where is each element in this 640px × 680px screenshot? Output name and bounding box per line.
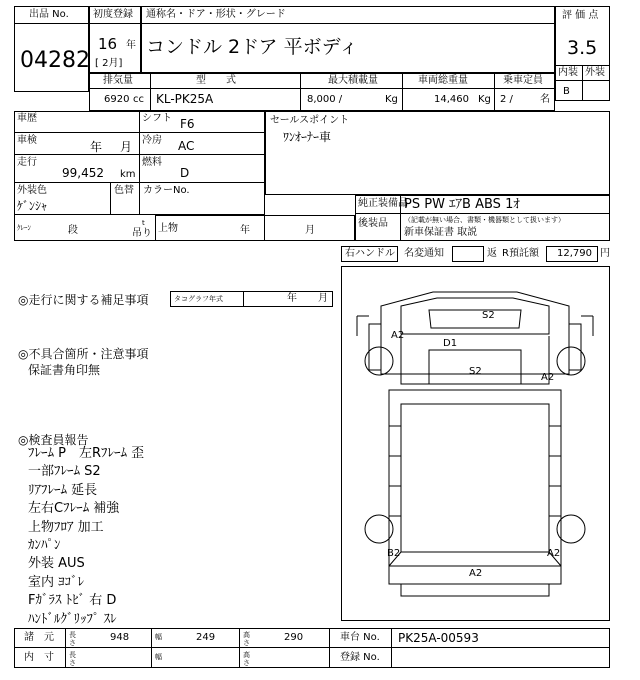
crane-t-unit: t [142,219,145,227]
diagram-mark: S2 [469,366,482,377]
width-label: 幅 [155,633,162,641]
inspector-line: 外装 AUS [28,556,85,572]
displacement-value: 6920 [104,94,130,105]
return-glyph: 返 [487,248,497,259]
deposit-unit: 円 [600,248,610,259]
deposit-value: 12,790 [557,248,592,259]
fuel-label: 燃料 [142,157,162,168]
tacho-divider [243,291,244,307]
tacho-year-unit: 年 [287,293,297,304]
driving-notes-title: ◎走行に関する補足事項 [18,293,149,307]
inspector-line: 室内 ﾖｺﾞﾚ [28,574,85,590]
model-code: KL-PK25A [156,92,214,106]
inspector-line: 一部ﾌﾚｰﾑ S2 [28,464,101,480]
crane-label: ｸﾚｰﾝ [17,224,31,232]
capacity-value: 2 / [500,94,513,105]
inspection-year-unit: 年 [90,140,103,154]
gross-weight-label: 車両総重量 [418,75,468,86]
displacement-label: 排気量 [103,75,133,86]
score-label: 評 価 点 [562,10,599,21]
crane-hook: 吊り [132,228,152,239]
width-value: 249 [196,632,216,643]
diagram-mark: A2 [469,568,483,579]
color-change-label: 色替 [114,185,134,196]
selling-points-text: ﾜﾝｵｰﾅｰ車 [283,130,332,144]
length-value: 948 [110,632,130,643]
ext-color-label: 外装色 [17,185,47,196]
aftermarket-label: 後装品 [358,218,388,229]
genuine-label: 純正装備品 [358,198,408,209]
mileage-value: 99,452 [62,166,104,180]
defect-notes-title: ◎不具合箇所・注意事項 [18,347,149,361]
inner-width-label: 幅 [155,653,162,661]
door-line-left [401,336,429,384]
mileage-unit: km [120,169,136,180]
diagram-mark: A2 [547,548,561,559]
mirror-left [357,316,369,336]
crane-stage: 段 [68,225,78,236]
inspection-month-unit: 月 [120,140,133,154]
height-value: 290 [284,632,304,643]
inner-length-label: 長さ [69,651,76,667]
inspector-line: Fｶﾞﾗｽ ﾄﾋﾞ 右 D [28,593,117,609]
first-reg-year: 16 [98,35,118,53]
name-change-box [452,246,484,262]
grade-label: 通称名・ドア・形状・グレード [146,9,286,20]
cab-roof [401,298,549,334]
tacho-label: タコグラフ年式 [174,295,223,303]
name-change-label: 名変通知 [404,248,444,259]
mirror-right [581,316,593,336]
first-reg-month: [ 2月] [95,58,123,69]
gross-weight-value: 14,460 [434,94,469,105]
upper-year-unit: 年 [240,225,250,236]
fuel-value: D [180,166,190,180]
inspector-line: ﾘｱﾌﾚｰﾑ 延長 [28,482,98,498]
max-load-label: 最大積載量 [328,75,378,86]
upper-month-unit: 月 [305,225,315,236]
right-hand-label: 右ハンドル [345,248,395,259]
color-divider-2 [139,183,140,215]
bed-gate-marks [389,426,561,516]
footer-col-length [66,628,152,668]
dims-label: 諸 元 [24,632,54,643]
inspector-report-title: ◎検査員報告 [18,433,89,447]
diagram-mark: D1 [443,338,458,349]
capacity-unit: 名 [540,94,550,105]
aircon-label: 冷房 [142,135,162,146]
aftermarket-note: （記載が無い場合、書類・機器類として扱います） [404,216,565,224]
interior-grade: B [563,86,570,97]
model-name: コンドル 2ドア 平ボディ [146,36,359,58]
tacho-month-unit: 月 [318,293,328,304]
inspector-line: ﾊﾝﾄﾞﾙｸﾞﾘｯﾌﾟ ｽﾚ [28,611,117,627]
details-divider [139,111,140,183]
lot-label: 出品 No. [29,9,69,20]
aftermarket-value: 新車保証書 取説 [404,227,478,238]
inspector-line: ﾌﾚｰﾑ P 左Rﾌﾚｰﾑ 歪 [28,446,145,461]
rear-tailgate [389,552,561,566]
displacement-unit: cc [133,94,144,105]
first-reg-label: 初度登録 [93,9,133,20]
gross-weight-unit: Kg [478,94,491,105]
height-label: 高さ [243,631,250,647]
inner-height-label: 高さ [243,651,250,667]
model-code-label: 型 式 [196,75,236,86]
interior-label: 内装 [558,67,578,78]
bed-outer [389,390,561,566]
max-load-value: 8,000 / [307,94,343,105]
deposit-label: R預託額 [502,248,539,259]
truck-damage-diagram [341,266,610,621]
inspection-label: 車検 [17,135,37,146]
diagram-mark: A2 [541,372,555,383]
chassis-label: 車台 No. [340,632,380,643]
color-divider-1 [110,183,111,215]
max-load-unit: Kg [385,94,398,105]
upper-row [155,215,355,241]
inspector-report-list [28,446,288,630]
inspector-line: 左右Cﾌﾚｰﾑ 補強 [28,501,120,517]
rear-step [401,584,549,596]
score-value: 3.5 [567,37,598,59]
genuine-value: PS PW ｴｱB ABS 1ｵ [404,197,520,212]
capacity-label: 乗車定員 [503,75,543,86]
shift-value: F6 [180,117,195,131]
chassis-number: PK25A-00593 [398,631,479,645]
inspector-line: 上物ﾌﾛｱ 加工 [28,519,104,535]
inner-dims-label: 内 寸 [24,652,54,663]
windshield [429,310,521,328]
first-reg-year-unit: 年 [126,40,136,51]
aircon-value: AC [178,139,195,153]
mileage-label: 走行 [17,157,37,168]
inspector-line: ｶﾝﾊﾟﾝ [28,537,61,553]
diagram-mark: S2 [482,310,495,321]
selling-points-label: セールスポイント [270,115,350,126]
history-label: 車歴 [17,113,37,124]
diagram-mark: A2 [391,330,405,341]
bed-inner [401,404,549,552]
defect-notes-text: 保証書角印無 [28,363,101,377]
registration-label: 登録 No. [340,652,380,663]
color-code-label: カラーNo. [143,185,190,196]
ext-color-value: ｹﾞﾝｼｬ [17,199,48,213]
exterior-label: 外装 [585,67,605,78]
length-label: 長さ [69,631,76,647]
lot-number: 04282 [20,48,90,73]
upper-label: 上物 [158,223,178,234]
shift-label: シフト [142,113,172,124]
diagram-mark: B2 [387,548,401,559]
